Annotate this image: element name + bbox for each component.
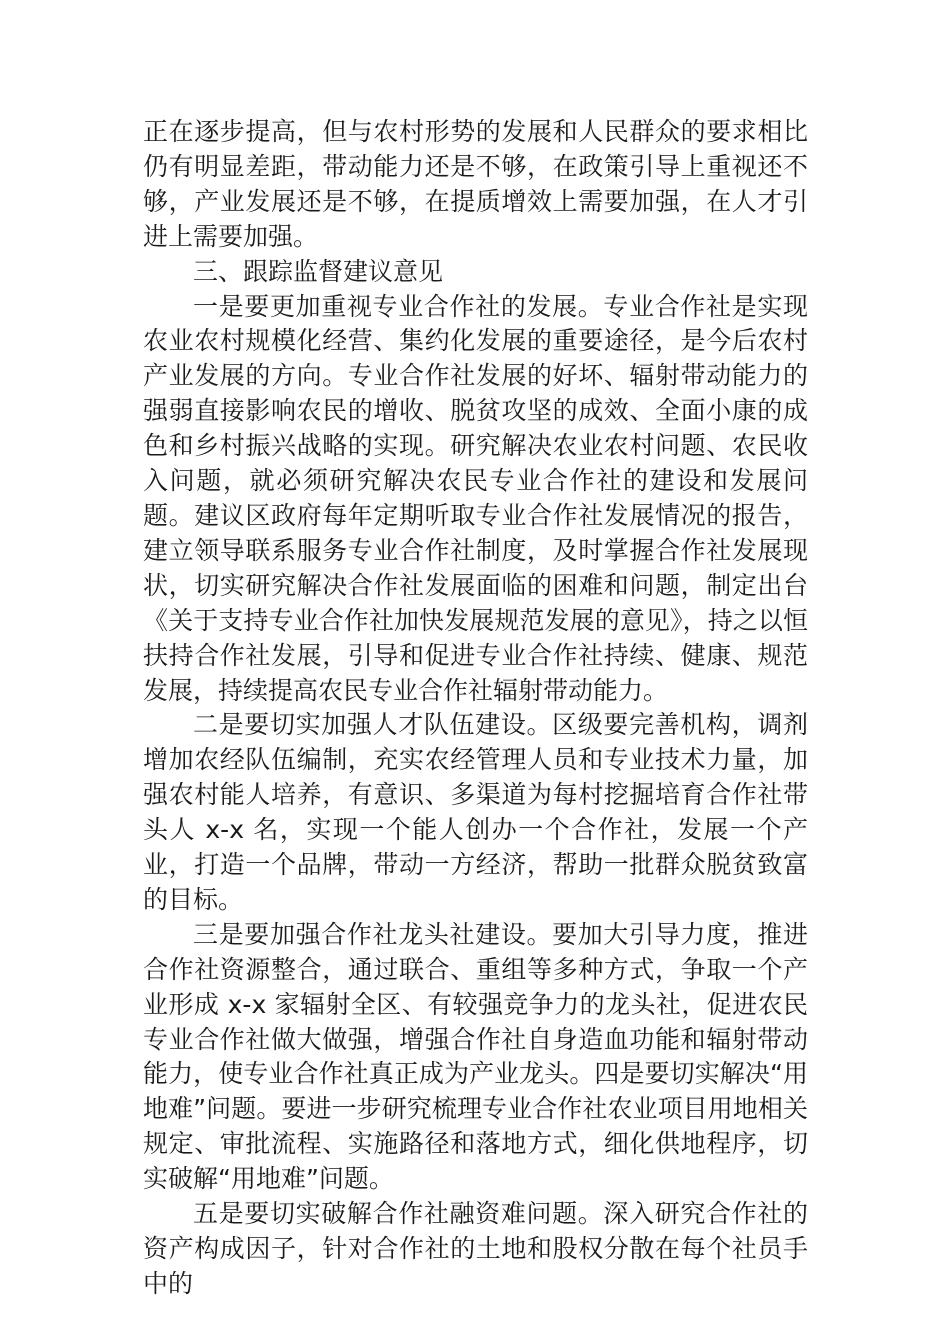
document-page — [143, 115, 808, 1302]
paragraph-suggestion-5: 五是要切实破解合作社融资难问题。深入研究合作社的资产构成因子，针对合作社的土地和股权分散在每个社员手中的 — [143, 1199, 808, 1298]
paragraph-suggestion-2: 二是要切实加强人才队伍建设。区级要完善机构，调剂增加农经队伍编制，充实农经管理人员和专业技术力量，加强农村能人培养，有意识、多渠道为每村挖掘培育合作社带头人 x-x 名，实现一个能人创办一个合作社，发展一个产业，打造一个品牌，带动一方经济，帮助一批群众脱贫致富的目标。 — [143, 710, 808, 914]
paragraph-suggestion-1: 一是要更加重视专业合作社的发展。专业合作社是实现农业农村规模化经营、集约化发展的重要途径，是今后农村产业发展的方向。专业合作社发展的好坏、辐射带动能力的强弱直接影响农民的增收、脱贫攻坚的成效、全面小康的成色和乡村振兴战略的实现。研究解决农业农村问题、农民收入问题，就必须研究解决农民专业合作社的建设和发展问题。建议区政府每年定期听取专业合作社发展情况的报告，建立领导联系服务专业合作社制度，及时掌握合作社发展现状，切实研究解决合作社发展面临的困难和问题，制定出台《关于支持专业合作社加快发展规范发展的意见》，持之以恒扶持合作社发展，引导和促进专业合作社持续、健康、规范发展，持续提高农民专业合作社辐射带动能力。 — [143, 291, 808, 705]
section-heading: 三、跟踪监督建议意见 — [193, 256, 444, 286]
paragraph-intro: 正在逐步提高，但与农村形势的发展和人民群众的要求相比仍有明显差距，带动能力还是不够，在政策引导上重视还不够，产业发展还是不够，在提质增效上需要加强，在人才引进上需要加强。 — [143, 117, 808, 251]
paragraph-suggestion-3: 三是要加强合作社龙头社建设。要加大引导力度，推进合作社资源整合，通过联合、重组等多种方式，争取一个产业形成 x-x 家辐射全区、有较强竞争力的龙头社，促进农民专业合作社做大做强，增强合作社自身造血功能和辐射带动能力，使专业合作社真正成为产业龙头。四是要切实解决“用地难”问题。要进一步研究梳理专业合作社农业项目用地相关规定、审批流程、实施路径和落地方式，细化供地程序，切实破解“用地难”问题。 — [143, 919, 808, 1194]
